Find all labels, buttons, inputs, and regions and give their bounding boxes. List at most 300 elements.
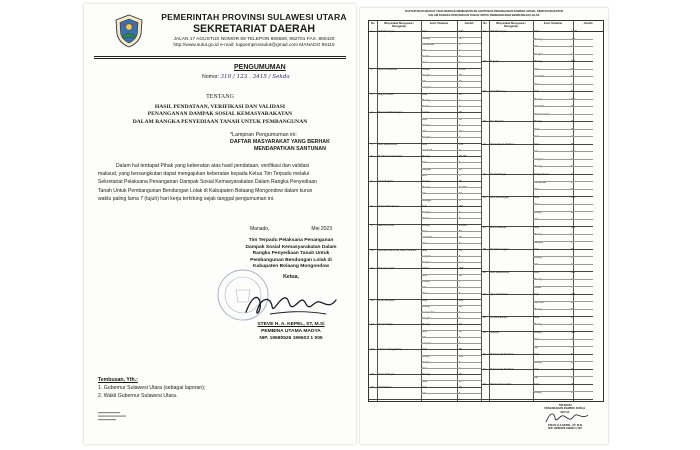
crop-type: Kopi	[422, 298, 428, 302]
crop-count: 40	[459, 167, 462, 171]
crop-count: 30	[571, 120, 574, 124]
crop-count: 12	[459, 329, 462, 333]
copy-recipients	[98, 376, 205, 400]
row-divider	[421, 150, 481, 151]
attachment-line: *Lampiran Pengumuman ini:	[230, 132, 297, 138]
row-divider	[421, 312, 481, 313]
crop-count: 50	[459, 36, 462, 40]
attachment-line: MENDAPATKAN SANTUNAN	[254, 146, 326, 153]
crop-count: 2	[571, 240, 573, 244]
appendix-sign-line: NIP. 19680526 199603 1 005	[548, 427, 582, 431]
entry-number: 4	[371, 111, 373, 115]
crop-count: 2	[459, 105, 461, 109]
row-divider	[533, 204, 593, 205]
crop-type: Kopi	[534, 225, 540, 229]
row-divider	[421, 62, 481, 63]
entry-number: 13	[371, 323, 374, 327]
appendix-sign-line: KETUA	[560, 410, 570, 414]
crop-type: Kopi	[422, 385, 428, 389]
row-divider	[421, 393, 481, 394]
row-divider	[421, 368, 481, 369]
crop-count: 110	[571, 150, 575, 154]
crop-count: 560	[571, 60, 576, 64]
crop-type: Mangga	[422, 198, 432, 202]
crop-type: Jati	[422, 286, 426, 290]
row-divider	[533, 136, 593, 137]
crop-count: 3	[571, 218, 573, 222]
row-divider	[421, 262, 481, 263]
entry-name: Maryen Pobot	[378, 92, 394, 96]
crop-count: 2	[459, 342, 461, 346]
crop-count: 710	[459, 30, 464, 34]
row-divider	[533, 234, 593, 235]
row-divider	[533, 376, 593, 377]
entry-number: 29	[483, 330, 486, 334]
crop-type: Pisang	[422, 155, 430, 159]
crop-type: Durian	[422, 105, 430, 109]
crop-type: Pisang	[422, 36, 430, 40]
entry-name: Amalt Mulyana	[378, 298, 395, 302]
crop-count: 9	[571, 255, 573, 259]
header-cell: Masyarakat Menguasai / Menggarap	[496, 22, 526, 28]
entry-number: 2	[371, 67, 373, 71]
crop-type: Pisang	[534, 165, 542, 169]
row-divider	[481, 399, 593, 400]
crop-count: 55	[459, 348, 462, 352]
attachment-line: DAFTAR MASYARAKAT YANG BERHAK	[230, 139, 330, 146]
appendix-title-line: DAFTAR MASYARAKAT YANG BERHAK MENDAPATKAN SANTUNAN PENANGANAN DAMPAK SOSIAL KEMASYARAKATAN	[405, 10, 563, 13]
row-divider	[533, 339, 593, 340]
team-line: Rangka Penyediaan Tanah Untuk	[252, 251, 330, 257]
crop-count: 2	[459, 49, 461, 52]
crop-type: Kelapa	[422, 123, 430, 127]
document-number-value: 310 / 123 . 3415 / Sekda	[220, 74, 290, 80]
row-divider	[421, 293, 481, 294]
team-line: Dampak Sosial Kemasyarakatan Dalam	[245, 244, 337, 250]
crop-count: 160	[571, 270, 576, 274]
letterhead-office: SEKRETARIAT DAERAH	[192, 23, 316, 35]
crop-type: Pisang	[534, 255, 542, 259]
body-line: Dalam hal terdapat Pihak yang keberatan atas hasil pendataan, verifikasi dan validasi	[116, 163, 310, 169]
row-divider	[533, 54, 593, 55]
entry-name: Abd Potabuga	[490, 225, 506, 229]
body-line: maksud, yang bersangkutan dapat mengajukan keberatan kepada Ketua Tim Terpadu melalui	[98, 171, 310, 178]
title-line: HASIL PENDATAAN, VERIFIKASI DAN VALIDASI	[154, 104, 286, 110]
crop-count: 40	[571, 338, 574, 342]
entry-number: 6	[371, 155, 373, 159]
crop-type: Pisang	[422, 223, 430, 227]
crop-count: 45	[459, 73, 462, 77]
crop-type: Coklat	[422, 267, 430, 271]
crop-type: Jati	[422, 49, 426, 52]
row-divider	[421, 355, 481, 356]
crop-count: 86	[459, 229, 462, 233]
entry-number: 7	[371, 179, 373, 183]
appendix-sign-line: TIM SEKSI	[558, 404, 572, 407]
row-divider	[533, 76, 593, 77]
crop-type: Langsat	[422, 254, 431, 258]
entry-name: Muhammad Pasiliwar	[490, 353, 514, 357]
crop-count: 3	[459, 217, 461, 221]
crop-type: Jati	[422, 130, 426, 134]
crop-count: 4	[571, 112, 573, 116]
crop-count: 500	[571, 97, 576, 101]
entry-name: Sahman Mamonto/ Takol Pobundu	[378, 248, 417, 252]
crop-count: 2	[571, 263, 573, 267]
crop-type: Pisang	[534, 233, 542, 237]
header-cell: Masyarakat Menguasai / Menggarap	[384, 22, 414, 28]
row-divider	[533, 166, 593, 167]
crop-type: Jati	[422, 335, 426, 339]
entry-name: Sugeng	[490, 330, 499, 334]
row-divider	[421, 87, 481, 88]
crop-count: 255	[459, 267, 464, 271]
crop-type: Kopi	[534, 270, 540, 274]
crop-type: Pisang	[422, 304, 430, 308]
crop-count: 240	[571, 37, 576, 41]
crop-count: 6	[459, 161, 461, 165]
crop-type: Kelapa Sawit	[534, 172, 549, 176]
row-divider	[421, 43, 481, 44]
crop-type: Kopi	[422, 379, 428, 383]
crop-count: 45	[571, 67, 574, 71]
entry-number: 10	[371, 248, 374, 252]
row-divider	[421, 81, 481, 82]
body-line: waktu paling lama 7 (tujuh) hari kerja terhitung sejak tanggal pengumuman ini.	[98, 195, 275, 202]
crop-count: 120	[571, 225, 576, 229]
crop-count: 98.480	[459, 155, 467, 159]
entry-number: 8	[371, 204, 373, 208]
crop-count: 5	[459, 242, 461, 246]
entry-name: Ibi Fandiyani Pobikian	[490, 142, 515, 146]
row-divider	[533, 99, 593, 100]
crop-count: 20	[459, 379, 462, 383]
crop-count: 300	[571, 293, 576, 297]
crop-count: 3	[571, 52, 573, 56]
crop-count: 4	[571, 323, 573, 327]
entry-number: 25	[483, 248, 486, 252]
crop-count: 6	[459, 292, 461, 296]
entry-number: 18	[483, 60, 486, 64]
crop-type: Kopi	[422, 248, 428, 252]
title-line: PENANGANAN DAMPAK SOSIAL KEMASYARAKATAN	[147, 111, 293, 118]
crop-type: Kopi	[422, 273, 428, 277]
row-divider	[421, 37, 481, 38]
crop-count: 40	[459, 323, 462, 327]
crop-type: Aren	[422, 61, 428, 65]
crop-type: Pisang	[534, 330, 542, 334]
crop-count: 12	[571, 278, 574, 282]
crop-type: Pisang	[534, 60, 542, 64]
crop-count: 21	[571, 360, 574, 364]
crop-count: 30	[459, 80, 462, 84]
crop-type: Jati Putih	[534, 75, 545, 79]
crop-type: Jati	[534, 375, 538, 379]
crop-count: 2	[459, 261, 461, 265]
crop-type: Kopi	[534, 383, 540, 387]
crop-type: Cempedak	[422, 310, 435, 314]
row-divider	[421, 256, 481, 257]
crop-type: Pisang	[534, 308, 542, 312]
crop-type: Nangka	[534, 52, 543, 56]
row-divider	[533, 361, 593, 362]
crop-type: Jati	[534, 45, 538, 49]
entry-name: Irwan Pobuyan	[378, 373, 395, 377]
footnote-initials	[98, 411, 138, 425]
header-cell: Jenis Tanaman	[429, 22, 449, 25]
crop-count: 208	[571, 195, 576, 199]
body-line: Sekretariat Pelaksana Penanganan Dampak Sosial Kemasyarakatan Dalam Rangka Penyediaan	[98, 179, 317, 186]
document-heading: PENGUMUMAN	[234, 64, 286, 71]
provincial-seal-icon	[114, 14, 144, 48]
crop-type: Kopi	[534, 195, 540, 199]
crop-count: 1.571	[571, 30, 578, 34]
crop-type: Pisang	[534, 120, 542, 124]
crop-type: Kopi	[534, 188, 540, 191]
crop-count: 7	[459, 55, 461, 59]
signer-details	[230, 322, 352, 342]
entry-name: Abdi Pamunggan	[490, 195, 510, 199]
body-line: Tanah Untuk Pembangunan Bendungan Lolak di Kabupaten Bolaang Mongondow dalam kurun	[98, 187, 313, 194]
crop-count: 90	[459, 179, 462, 183]
crop-count: 3	[459, 61, 461, 65]
row-divider	[533, 211, 593, 212]
crop-count: 4	[459, 98, 461, 102]
entry-name: Alfi Poibikan	[378, 385, 392, 389]
row-divider	[533, 181, 593, 182]
row-divider	[421, 106, 481, 107]
crop-type: Kopi	[422, 329, 428, 333]
letterhead-divider	[94, 56, 346, 59]
entry-number: 24	[483, 225, 486, 229]
crop-type: Kelapa	[422, 360, 430, 364]
beneficiary-table	[368, 20, 604, 402]
column-divider	[481, 21, 482, 401]
sign-date: Mei 2023	[311, 226, 332, 232]
letterhead-government: PEMERINTAH PROVINSI SULAWESI UTARA	[161, 12, 347, 22]
chairman-label: Ketua,	[283, 273, 299, 280]
entry-number: 20	[483, 120, 486, 124]
entry-name: Abd Potabuga	[490, 172, 506, 176]
crop-type: Cempedak	[534, 180, 547, 184]
crop-type: Kelapa	[422, 261, 430, 265]
document-title	[84, 104, 356, 126]
row-divider	[421, 237, 481, 238]
entry-number: 28	[483, 315, 486, 319]
crop-type: Cempedak	[422, 42, 435, 46]
letterhead	[94, 10, 346, 54]
crop-type: Aren	[534, 135, 540, 139]
copy-recipient: 1. Gubernur Sulawesi Utara (sebagai laporan);	[98, 385, 206, 391]
crop-type: Durian	[422, 217, 430, 221]
crop-type: Jati	[534, 218, 538, 222]
about-label: TENTANG	[206, 94, 234, 100]
crop-type: Kelapa	[422, 55, 430, 59]
crop-type: Kopi	[534, 293, 540, 297]
crop-type: Pisang	[422, 373, 430, 377]
crop-count: 240	[459, 354, 464, 358]
entry-number: 17	[483, 30, 486, 34]
row-divider	[533, 189, 593, 190]
entry-name: Abdi Mokodompit	[378, 142, 398, 146]
entry-name: Johanes Tanggaliang	[378, 348, 402, 352]
row-divider	[533, 84, 593, 85]
row-divider	[533, 241, 593, 242]
crop-count: 8	[571, 165, 573, 169]
crop-count: 4	[459, 136, 461, 140]
row-divider	[421, 100, 481, 101]
beneficiary-list-appendix	[360, 8, 608, 444]
crop-count: 40	[459, 117, 462, 121]
entry-name: Mumekadi Pombogian	[378, 111, 403, 115]
crop-count: 3	[459, 367, 461, 371]
row-divider	[421, 168, 481, 169]
row-divider	[421, 231, 481, 232]
row-divider	[533, 279, 593, 280]
entry-name: Sasmit Lomba	[378, 223, 394, 227]
entry-number: 27	[483, 293, 486, 297]
header-cell: No	[371, 22, 375, 25]
crop-type: Langsat	[422, 342, 431, 346]
crop-count: 2	[459, 86, 461, 90]
column-divider	[377, 21, 378, 401]
appendix-handwritten-signature	[542, 410, 592, 426]
entry-name: Agus Mokodonit	[490, 293, 508, 297]
row-divider	[421, 343, 481, 344]
crop-count: 3	[459, 42, 461, 46]
crop-type: Pisang	[534, 37, 542, 41]
crop-type: Kopi	[422, 30, 428, 34]
crop-type: Jati	[534, 150, 538, 154]
crop-count: 51.620	[459, 186, 467, 190]
entry-name: Abd Pamunggan	[490, 248, 509, 252]
crop-count: 3	[459, 173, 461, 177]
crop-count: 14	[571, 300, 574, 304]
crop-type: Kopi	[534, 127, 540, 131]
crop-count: 45	[571, 315, 574, 319]
crop-count: 5	[459, 254, 461, 258]
crop-type: Aren	[422, 242, 428, 246]
entry-name: Idah Pomiuyan	[490, 30, 507, 34]
crop-count: 4	[459, 317, 461, 321]
crop-count: 30	[571, 368, 574, 372]
crop-type: Coklat	[422, 111, 430, 115]
row-divider	[533, 346, 593, 347]
team-line: Kabupaten Bolaang Mongondow	[252, 264, 330, 270]
row-divider	[533, 309, 593, 310]
row-divider	[421, 337, 481, 338]
crop-count: 6	[459, 360, 461, 364]
crop-type: Jati	[534, 345, 538, 349]
copy-recipient: 2. Wakil Gubernur Sulawesi Utara.	[98, 393, 178, 399]
crop-count: 2	[571, 135, 573, 139]
row-divider	[421, 187, 481, 188]
crop-type: Pisang	[422, 354, 430, 358]
crop-type: Kopi	[422, 229, 428, 233]
row-divider	[369, 399, 481, 400]
crop-count: 360	[459, 204, 464, 208]
entry-name: Yopart Pamularsan	[378, 204, 400, 208]
crop-type: Kelapa	[422, 179, 430, 183]
entry-number: 21	[483, 142, 486, 146]
row-divider	[533, 129, 593, 130]
crop-count: 46	[459, 373, 462, 377]
row-divider	[421, 125, 481, 126]
crop-type: Pisang	[422, 67, 430, 71]
crop-count: 2	[571, 82, 573, 86]
crop-count: 83	[571, 90, 574, 94]
crop-type: Jati	[422, 80, 426, 84]
entry-name: Sukung Lapiko	[378, 267, 395, 271]
entry-name: Muhammad Pasiliwar	[490, 368, 514, 372]
crop-type: Kopi	[534, 248, 540, 252]
crop-count: 39	[571, 188, 574, 191]
crop-count: 4	[459, 198, 461, 202]
crop-count: 7	[571, 285, 573, 289]
crop-type: Pisang	[534, 97, 542, 101]
appendix-title-line: DALAM RANGKA PENYEDIAAN TANAH UNTUK PEMBANGUNAN BENDUNGAN LOLAK	[428, 13, 540, 17]
entry-name: Arjuno Pamanian	[378, 67, 398, 71]
row-divider	[421, 362, 481, 363]
entry-name: Yasti Mokunya	[490, 90, 507, 94]
entry-number: 31	[483, 368, 486, 372]
column-divider	[489, 21, 490, 401]
row-divider	[421, 137, 481, 138]
crop-type: Kopi	[534, 67, 540, 71]
row-divider	[421, 243, 481, 244]
row-divider	[533, 324, 593, 325]
crop-type: Kopi	[422, 117, 428, 121]
crop-type: Pisang	[534, 360, 542, 364]
crop-type: Pisang	[534, 210, 542, 214]
crop-type: Pisang	[422, 279, 430, 283]
crop-type: Jati Putih	[422, 236, 433, 240]
crop-type: Jati	[422, 192, 426, 196]
crop-count: 60	[571, 308, 574, 312]
entry-number: 14	[371, 348, 374, 352]
appendix-title	[360, 10, 608, 17]
crop-type: Kopi	[534, 315, 540, 319]
row-divider	[533, 69, 593, 70]
crop-type: Langsat	[534, 157, 543, 161]
handwritten-signature	[240, 288, 340, 322]
crop-count: 8	[459, 335, 461, 339]
team-line: Tim Terpadu Pelaksana Penanganan	[248, 238, 334, 243]
crop-type: Nangka	[534, 240, 543, 244]
entry-name: Anik Pomiuyan	[378, 30, 395, 34]
row-divider	[533, 39, 593, 40]
entry-number: 11	[371, 267, 374, 271]
crop-count: 18	[571, 172, 574, 176]
crop-count: 98	[459, 304, 462, 308]
crop-type: Pisang	[422, 323, 430, 327]
crop-type: Jati Putih	[534, 105, 545, 109]
crop-type: Pohon Kelapa	[534, 112, 550, 116]
crop-count: 2.100	[459, 67, 466, 71]
crop-type: Kopi	[422, 204, 428, 208]
crop-count: 8	[459, 148, 461, 152]
entry-number: 16	[371, 385, 374, 389]
row-divider	[421, 56, 481, 57]
crop-count: 2	[571, 180, 573, 184]
row-divider	[421, 199, 481, 200]
row-divider	[533, 151, 593, 152]
crop-type: Kopi	[422, 161, 428, 165]
team-name	[230, 238, 352, 271]
entry-number: 5	[371, 142, 373, 146]
crop-type: Aren	[422, 292, 428, 296]
signer-nip: NIP. 19680526 199603 1 005	[259, 335, 323, 341]
